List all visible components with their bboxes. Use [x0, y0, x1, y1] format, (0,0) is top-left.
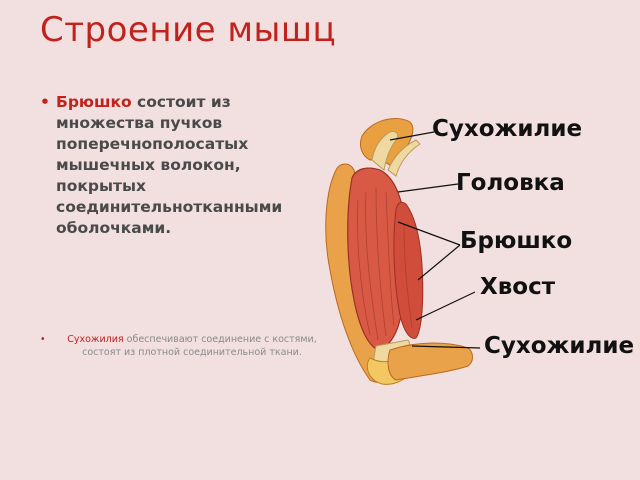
bullet-tendons-text	[40, 333, 320, 359]
slide-title: Строение мышц	[40, 10, 337, 50]
highlight-tendons: Сухожилия	[67, 334, 124, 345]
bullet-marker: •	[40, 93, 50, 111]
label-head: Головка	[456, 170, 565, 196]
forearm	[388, 343, 473, 380]
bullet-marker: •	[40, 334, 46, 345]
label-belly: Брюшко	[460, 228, 573, 254]
bullet-belly-body: состоит из множества пучков поперечнополосатых мышечных волокон, покрытых соединительнотканными оболочками.	[56, 93, 283, 237]
highlight-belly: Брюшко	[56, 93, 132, 111]
bullet-belly-text	[40, 92, 330, 239]
bullet-tendons-body: обеспечивают соединение с костями, состоят из плотной соединительной ткани.	[82, 334, 317, 358]
label-tail: Хвост	[480, 274, 556, 300]
bullet-tendons	[40, 333, 320, 359]
label-tendon-top: Сухожилие	[432, 116, 583, 142]
label-tendon-bottom: Сухожилие	[484, 333, 635, 359]
bullet-belly	[40, 92, 330, 239]
